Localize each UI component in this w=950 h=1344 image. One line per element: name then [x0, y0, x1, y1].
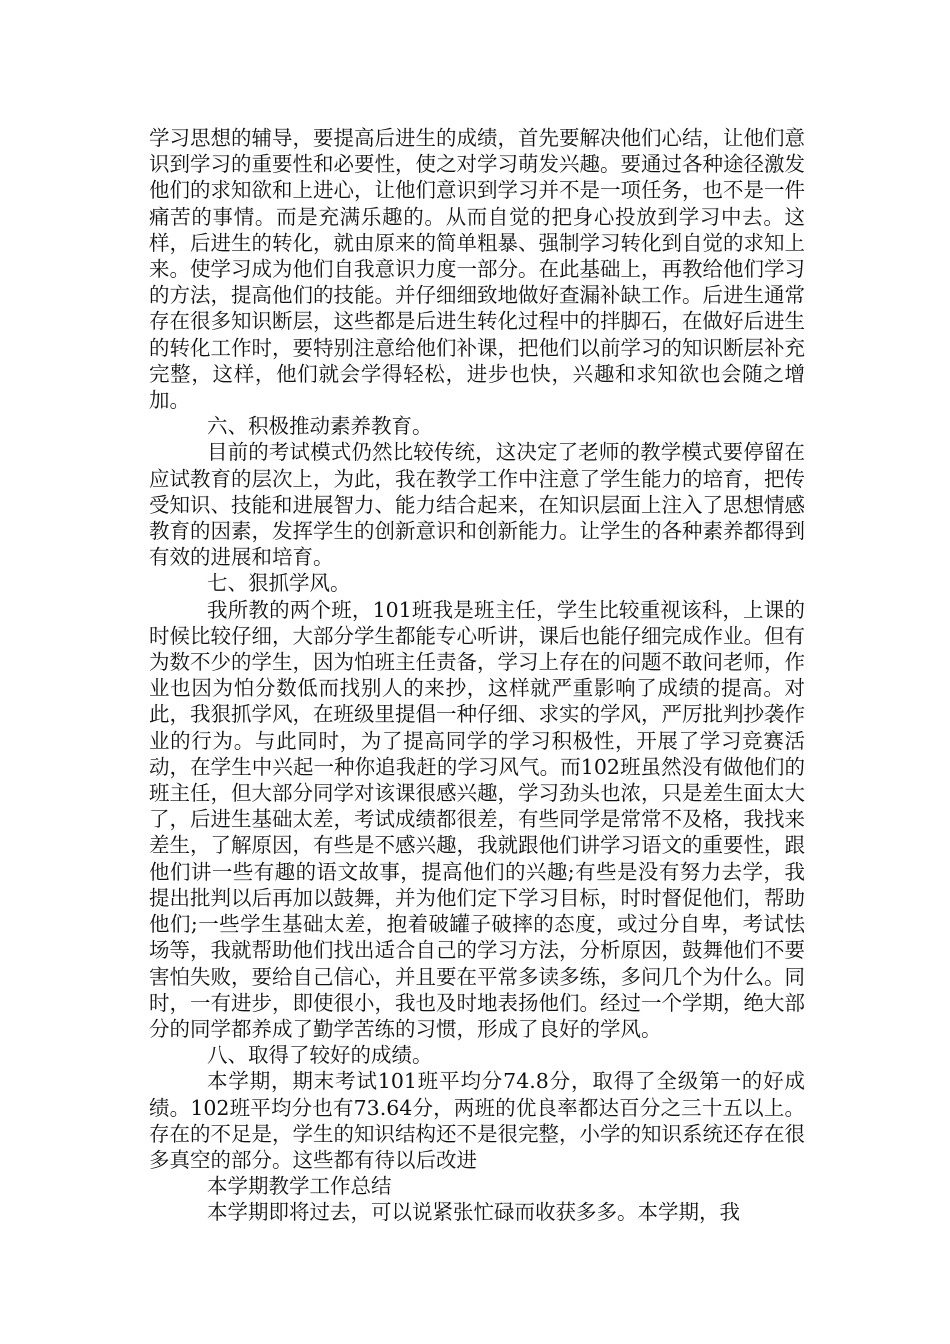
section-heading-study-style: 七、狠抓学风。: [207, 571, 351, 596]
section-heading-results: 八、取得了较好的成绩。: [207, 1043, 433, 1068]
section-heading-quality-education: 六、积极推动素养教育。: [207, 414, 433, 439]
paragraph-semester-summary: 本学期即将过去，可以说紧张忙碌而收获多多。本学期，我: [207, 1200, 740, 1225]
paragraph-results: 本学期，期末考试101班平均分74.8分，取得了全级第一的好成绩。102班平均分也有73.64分，两班的优良率都达百分之三十五以上。存在的不足是，学生的知识结构还不是很完整，小学的知识系统还存在很多真空的部分。这些都有待以后改进: [149, 1069, 805, 1172]
section-heading-semester-summary: 本学期教学工作总结: [207, 1174, 392, 1199]
paragraph-quality-education: 目前的考试模式仍然比较传统，这决定了老师的教学模式要停留在应试教育的层次上，为此，我在教学工作中注意了学生能力的培育，把传受知识、技能和进展智力、能力结合起来，在知识层面上注入了思想情感教育的因素，发挥学生的创新意识和创新能力。让学生的各种素养都得到有效的进展和培育。: [149, 440, 805, 570]
paragraph-underachiever-guidance: 学习思想的辅导，要提高后进生的成绩，首先要解决他们心结，让他们意识到学习的重要性和必要性，使之对学习萌发兴趣。要通过各种途径激发他们的求知欲和上进心，让他们意识到学习并不是一项任务，也不是一件痛苦的事情。而是充满乐趣的。从而自觉的把身心投放到学习中去。这样，后进生的转化，就由原来的简单粗暴、强制学习转化到自觉的求知上来。使学习成为他们自我意识力度一部分。在此基础上，再教给他们学习的方法，提高他们的技能。并仔细细致地做好查漏补缺工作。后进生通常存在很多知识断层，这些都是后进生转化过程中的拌脚石，在做好后进生的转化工作时，要特别注意给他们补课，把他们以前学习的知识断层补充完整，这样，他们就会学得轻松，进步也快，兴趣和求知欲也会随之增加。: [149, 126, 805, 413]
paragraph-study-style: 我所教的两个班，101班我是班主任，学生比较重视该科，上课的时候比较仔细，大部分学生都能专心听讲，课后也能仔细完成作业。但有为数不少的学生，因为怕班主任责备，学习上存在的问题不敢问老师，作业也因为怕分数低而找别人的来抄，这样就严重影响了成绩的提高。对此，我狠抓学风，在班级里提倡一种仔细、求实的学风，严厉批判抄袭作业的行为。与此同时，为了提高同学的学习积极性，开展了学习竞赛活动，在学生中兴起一种你追我赶的学习风气。而102班虽然没有做他们的班主任，但大部分同学对该课很感兴趣，学习劲头也浓，只是差生面太大了，后进生基础太差，考试成绩都很差，有些同学是常常不及格，我找来差生，了解原因，有些是不感兴趣，我就跟他们讲学习语文的重要性，跟他们讲一些有趣的语文故事，提高他们的兴趣;有些是没有努力去学，我提出批判以后再加以鼓舞，并为他们定下学习目标，时时督促他们，帮助他们;一些学生基础太差，抱着破罐子破摔的态度，或过分自卑，考试怯场等，我就帮助他们找出适合自己的学习方法，分析原因，鼓舞他们不要害怕失败，要给自己信心，并且要在平常多读多练，多问几个为什么。同时，一有进步，即使很小，我也及时地表扬他们。经过一个学期，绝大部分的同学都养成了勤学苦练的习惯，形成了良好的学风。: [149, 597, 805, 1041]
document-page: [149, 125, 805, 1226]
